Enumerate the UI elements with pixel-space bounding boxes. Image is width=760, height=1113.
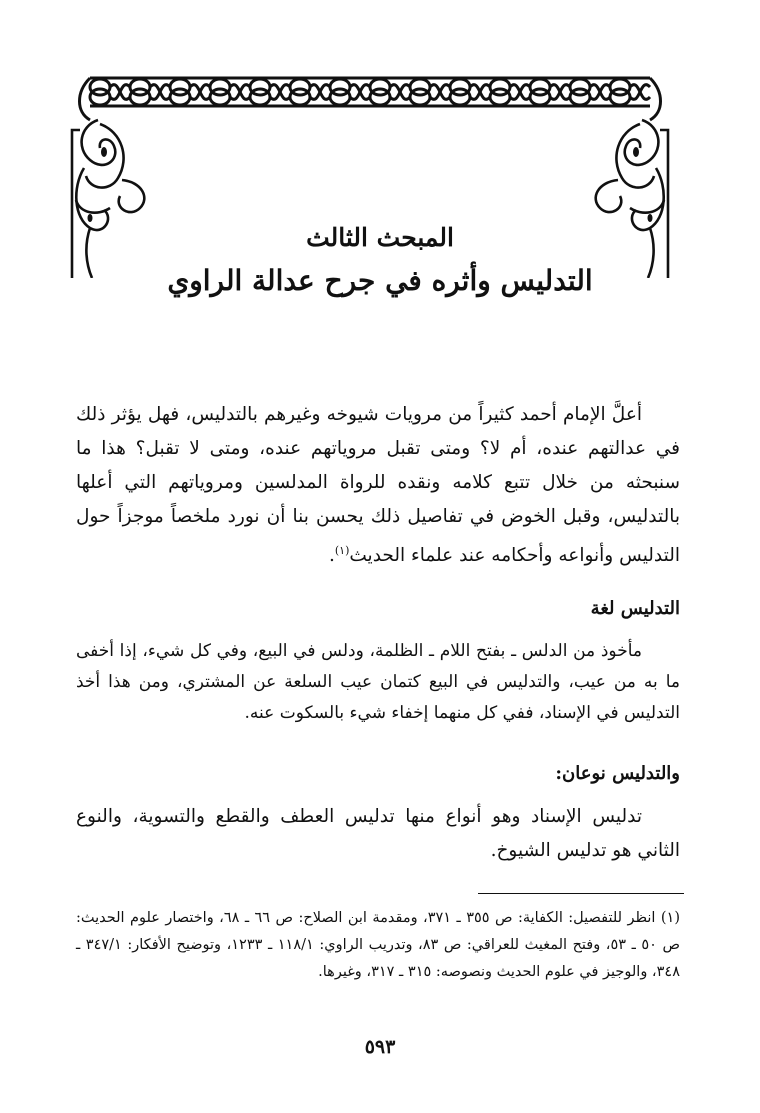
- knot-loop-lower: [210, 89, 230, 105]
- knot-twist: [230, 85, 250, 100]
- knot-twist: [470, 85, 490, 100]
- knot-loop-lower: [530, 89, 550, 105]
- intro-end: .: [328, 545, 335, 567]
- knot-twist: [390, 85, 410, 100]
- knot-loop-lower: [90, 89, 110, 105]
- knot-twist: [350, 85, 370, 100]
- footnote-number: (١): [660, 910, 681, 926]
- knot-twist: [270, 85, 290, 100]
- knot-twist: [550, 85, 570, 100]
- corner-leaf-marks: [88, 147, 653, 222]
- footnote-ref[interactable]: (١): [334, 544, 350, 557]
- section-heading-anwa: والتدليس نوعان:: [555, 763, 680, 784]
- section-lugha-heading-wrap: [76, 598, 680, 619]
- section-heading-lugha: التدليس لغة: [590, 598, 680, 619]
- knot-loop-lower: [290, 89, 310, 105]
- intro-paragraph: [76, 398, 680, 573]
- knot-loop-lower: [570, 89, 590, 105]
- knot-loop-lower: [450, 89, 470, 105]
- chapter-label: المبحث الثالث: [306, 223, 454, 252]
- chapter-heading: [100, 218, 660, 304]
- knot-twist: [150, 85, 170, 100]
- section-lugha: [76, 636, 680, 729]
- knot-loop-lower: [130, 89, 150, 105]
- knot-twist: [110, 85, 130, 100]
- knot-twist: [510, 85, 530, 100]
- lugha-paragraph: مأخوذ من الدلس ـ بفتح اللام ـ الظلمة، ودلس في البيع، وفي كل شيء، إذا أخفى ما به من عيب، والتدليس في البيع كتمان عيب السلعة عن المشتري، ومن هذا أخذ التدليس في الإسناد، ففي كل منهما إخفاء شيء بالسكوت عنه.: [76, 641, 680, 723]
- knot-loop-lower: [490, 89, 510, 105]
- intro-text: أعلَّ الإمام أحمد كثيراً من مرويات شيوخه وغيرهم بالتدليس، فهل يؤثر ذلك في عدالتهم عنده، أم لا؟ ومتى تقبل مروياتهم عنده، ومتى لا تقبل؟ هذا ما سنبحثه من خلال تتبع كلامه ونقده للرواة المدلسين ومروياتهم التي أعلها بالتدليس، وقبل الخوض في تفاصيل ذلك يحسن بنا أن نورد ملخصاً موجزاً حول التدليس وأنواعه وأحكامه عند علماء الحديث: [76, 404, 680, 567]
- knot-twist: [190, 85, 210, 100]
- knot-end-right: [650, 78, 661, 120]
- knot-twist: [590, 85, 610, 100]
- knot-loop-lower: [170, 89, 190, 105]
- page-number: ٥٩٣: [364, 1036, 396, 1058]
- knot-twist: [630, 85, 650, 100]
- knot-twist: [310, 85, 330, 100]
- knot-loop-lower: [410, 89, 430, 105]
- footnote-divider: [478, 893, 684, 894]
- footnote: [76, 905, 680, 986]
- intro-section: [76, 398, 680, 573]
- section-anwa: [76, 800, 680, 868]
- knot-end-left: [80, 78, 91, 120]
- knot-loop-lower: [610, 89, 630, 105]
- footnote-text: انظر للتفصيل: الكفاية: ص ٣٥٥ ـ ٣٧١، ومقدمة ابن الصلاح: ص ٦٦ ـ ٦٨، واختصار علوم الحديث: ص ٥٠ ـ ٥٣، وفتح المغيث للعراقي: ص ٨٣، وتدريب الراوي: ١١٨/١ ـ ١٢٣٣، وتوضيح الأفكار: ٣٤٧/١ ـ ٣٤٨، والوجيز في علوم الحديث ونصوصه: ٣١٥ ـ ٣١٧، وغيرها.: [76, 910, 681, 980]
- knot-loop-lower: [250, 89, 270, 105]
- knot-loop-lower: [370, 89, 390, 105]
- chapter-title: التدليس وأثره في جرح عدالة الراوي: [167, 264, 593, 297]
- section-anwa-heading-wrap: [76, 763, 680, 784]
- anwa-paragraph: تدليس الإسناد وهو أنواع منها تدليس العطف والقطع والتسوية، والنوع الثاني هو تدليس الشيوخ.: [76, 806, 680, 861]
- knot-twist: [430, 85, 450, 100]
- knot-loop-lower: [330, 89, 350, 105]
